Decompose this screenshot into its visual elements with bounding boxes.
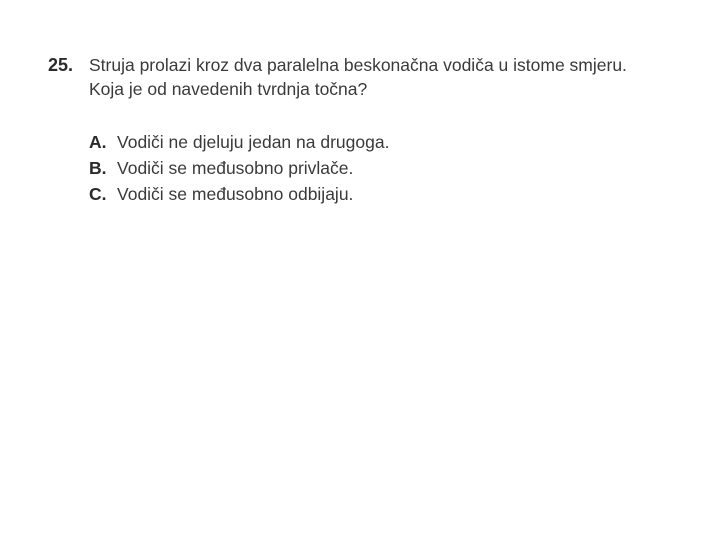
- option-a: [89, 129, 389, 155]
- option-b: [89, 155, 389, 181]
- option-c: [89, 181, 389, 207]
- option-a-letter: A.: [89, 132, 107, 152]
- question-line-1: Struja prolazi kroz dva paralelna beskonačna vodiča u istome smjeru.: [89, 55, 627, 75]
- option-a-text: Vodiči ne djeluju jedan na drugoga.: [117, 132, 390, 152]
- option-c-text: Vodiči se međusobno odbijaju.: [117, 184, 354, 204]
- option-b-letter: B.: [89, 158, 107, 178]
- option-c-letter: C.: [89, 184, 107, 204]
- question-number: 25.: [48, 55, 74, 75]
- question-line-2: Koja je od navedenih tvrdnja točna?: [89, 79, 368, 99]
- answer-options: [89, 129, 389, 207]
- question-text: [89, 53, 709, 101]
- option-b-text: Vodiči se međusobno privlače.: [117, 158, 354, 178]
